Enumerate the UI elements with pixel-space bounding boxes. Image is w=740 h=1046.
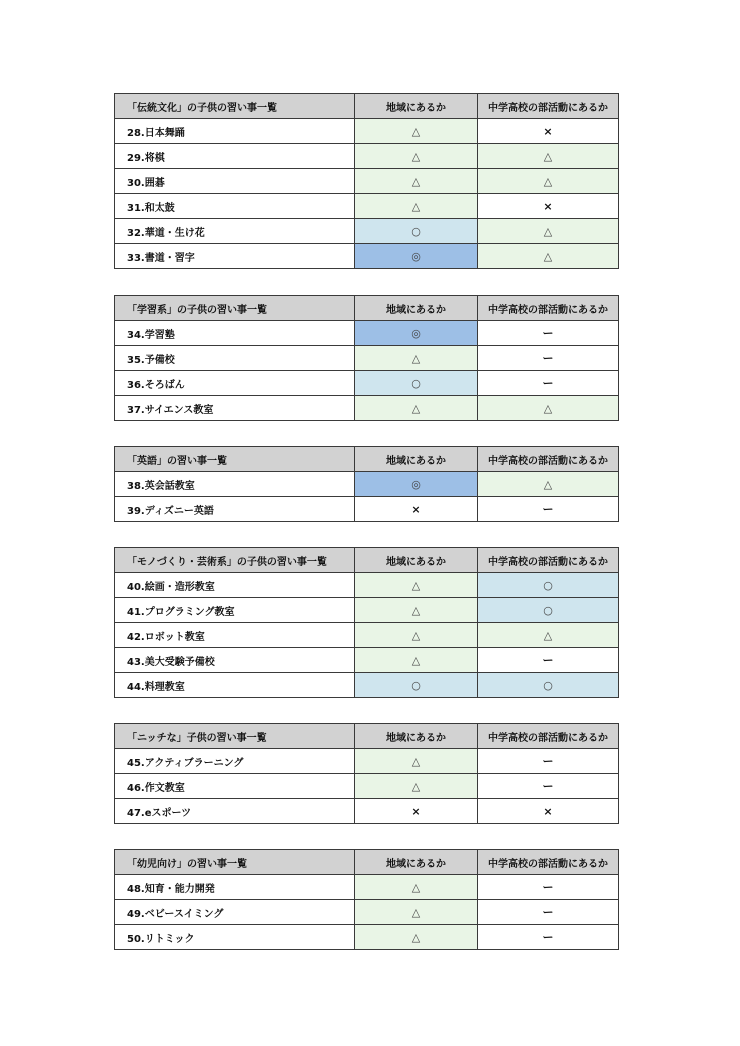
lesson-name: 30.囲碁 <box>115 169 355 194</box>
table-row <box>115 371 619 396</box>
lesson-name: 45.アクティブラーニング <box>115 749 355 774</box>
triangle-mark: △ <box>411 401 421 415</box>
local-availability-cell <box>355 169 478 194</box>
dash-mark: ー <box>542 654 554 667</box>
column-header-club: 中学高校の部活動にあるか <box>478 296 619 321</box>
table-row <box>115 623 619 648</box>
circle-mark: ○ <box>543 578 553 592</box>
lesson-name: 34.学習塾 <box>115 321 355 346</box>
triangle-mark: △ <box>411 628 421 642</box>
local-availability-cell <box>355 346 478 371</box>
lesson-table <box>114 93 619 269</box>
club-availability-cell <box>478 925 619 950</box>
club-availability-cell <box>478 244 619 269</box>
club-availability-cell <box>478 472 619 497</box>
dash-mark: ー <box>542 352 554 365</box>
triangle-mark: △ <box>411 779 421 793</box>
table-row <box>115 774 619 799</box>
local-availability-cell <box>355 219 478 244</box>
double-circle-mark: ◎ <box>411 477 421 491</box>
lesson-name: 32.華道・生け花 <box>115 219 355 244</box>
column-header-club: 中学高校の部活動にあるか <box>478 94 619 119</box>
lesson-name: 36.そろばん <box>115 371 355 396</box>
club-availability-cell <box>478 194 619 219</box>
local-availability-cell <box>355 371 478 396</box>
lesson-table <box>114 547 619 698</box>
club-availability-cell <box>478 623 619 648</box>
column-header-local: 地域にあるか <box>355 94 478 119</box>
triangle-mark: △ <box>543 224 553 238</box>
club-availability-cell <box>478 346 619 371</box>
circle-mark: ○ <box>543 603 553 617</box>
club-availability-cell <box>478 875 619 900</box>
club-availability-cell <box>478 673 619 698</box>
club-availability-cell <box>478 648 619 673</box>
local-availability-cell <box>355 321 478 346</box>
local-availability-cell <box>355 925 478 950</box>
local-availability-cell <box>355 573 478 598</box>
column-header-local: 地域にあるか <box>355 447 478 472</box>
circle-mark: ○ <box>543 678 553 692</box>
cross-mark: × <box>411 502 421 516</box>
triangle-mark: △ <box>411 149 421 163</box>
column-header-local: 地域にあるか <box>355 548 478 573</box>
triangle-mark: △ <box>411 174 421 188</box>
lesson-name: 40.絵画・造形教室 <box>115 573 355 598</box>
dash-mark: ー <box>542 780 554 793</box>
table-row <box>115 673 619 698</box>
lesson-table <box>114 446 619 522</box>
club-availability-cell <box>478 598 619 623</box>
table-row <box>115 144 619 169</box>
cross-mark: × <box>411 804 421 818</box>
lesson-name: 39.ディズニー英語 <box>115 497 355 522</box>
table-row <box>115 749 619 774</box>
table-row <box>115 346 619 371</box>
lesson-name: 42.ロボット教室 <box>115 623 355 648</box>
double-circle-mark: ◎ <box>411 249 421 263</box>
club-availability-cell <box>478 321 619 346</box>
table-row <box>115 219 619 244</box>
lesson-name: 33.書道・習字 <box>115 244 355 269</box>
local-availability-cell <box>355 119 478 144</box>
lesson-name: 48.知育・能力開発 <box>115 875 355 900</box>
local-availability-cell <box>355 673 478 698</box>
double-circle-mark: ◎ <box>411 326 421 340</box>
triangle-mark: △ <box>543 628 553 642</box>
lesson-name: 31.和太鼓 <box>115 194 355 219</box>
table-row <box>115 573 619 598</box>
lesson-table <box>114 849 619 950</box>
column-header-club: 中学高校の部活動にあるか <box>478 447 619 472</box>
club-availability-cell <box>478 119 619 144</box>
local-availability-cell <box>355 623 478 648</box>
table-header-row <box>115 724 619 749</box>
triangle-mark: △ <box>411 351 421 365</box>
circle-mark: ○ <box>411 678 421 692</box>
local-availability-cell <box>355 472 478 497</box>
lesson-name: 44.料理教室 <box>115 673 355 698</box>
table-title: 「ニッチな」子供の習い事一覧 <box>115 724 355 749</box>
table-row <box>115 396 619 421</box>
circle-mark: ○ <box>411 224 421 238</box>
table-header-row <box>115 548 619 573</box>
table-row <box>115 169 619 194</box>
column-header-club: 中学高校の部活動にあるか <box>478 850 619 875</box>
club-availability-cell <box>478 749 619 774</box>
lesson-name: 43.美大受験予備校 <box>115 648 355 673</box>
cross-mark: × <box>543 124 553 138</box>
lesson-name: 28.日本舞踊 <box>115 119 355 144</box>
local-availability-cell <box>355 497 478 522</box>
table-row <box>115 472 619 497</box>
table-row <box>115 321 619 346</box>
cross-mark: × <box>543 199 553 213</box>
dash-mark: ー <box>542 503 554 516</box>
triangle-mark: △ <box>411 653 421 667</box>
lesson-name: 29.将棋 <box>115 144 355 169</box>
column-header-club: 中学高校の部活動にあるか <box>478 548 619 573</box>
lesson-table <box>114 723 619 824</box>
table-row <box>115 194 619 219</box>
local-availability-cell <box>355 774 478 799</box>
lesson-name: 37.サイエンス教室 <box>115 396 355 421</box>
triangle-mark: △ <box>411 754 421 768</box>
lesson-name: 41.プログラミング教室 <box>115 598 355 623</box>
triangle-mark: △ <box>543 477 553 491</box>
club-availability-cell <box>478 219 619 244</box>
triangle-mark: △ <box>411 905 421 919</box>
table-row <box>115 925 619 950</box>
triangle-mark: △ <box>411 199 421 213</box>
dash-mark: ー <box>542 327 554 340</box>
triangle-mark: △ <box>411 603 421 617</box>
local-availability-cell <box>355 900 478 925</box>
local-availability-cell <box>355 749 478 774</box>
club-availability-cell <box>478 497 619 522</box>
local-availability-cell <box>355 875 478 900</box>
club-availability-cell <box>478 774 619 799</box>
table-row <box>115 497 619 522</box>
table-row <box>115 799 619 824</box>
table-header-row <box>115 94 619 119</box>
table-row <box>115 598 619 623</box>
table-header-row <box>115 447 619 472</box>
triangle-mark: △ <box>543 401 553 415</box>
club-availability-cell <box>478 900 619 925</box>
dash-mark: ー <box>542 881 554 894</box>
dash-mark: ー <box>542 931 554 944</box>
local-availability-cell <box>355 598 478 623</box>
triangle-mark: △ <box>411 930 421 944</box>
table-header-row <box>115 850 619 875</box>
circle-mark: ○ <box>411 376 421 390</box>
local-availability-cell <box>355 144 478 169</box>
column-header-local: 地域にあるか <box>355 850 478 875</box>
table-row <box>115 875 619 900</box>
triangle-mark: △ <box>543 174 553 188</box>
triangle-mark: △ <box>411 578 421 592</box>
local-availability-cell <box>355 194 478 219</box>
local-availability-cell <box>355 648 478 673</box>
dash-mark: ー <box>542 906 554 919</box>
lesson-name: 49.ベビースイミング <box>115 900 355 925</box>
cross-mark: × <box>543 804 553 818</box>
dash-mark: ー <box>542 755 554 768</box>
lesson-name: 50.リトミック <box>115 925 355 950</box>
lesson-name: 38.英会話教室 <box>115 472 355 497</box>
table-title: 「幼児向け」の習い事一覧 <box>115 850 355 875</box>
local-availability-cell <box>355 244 478 269</box>
table-row <box>115 900 619 925</box>
table-title: 「伝統文化」の子供の習い事一覧 <box>115 94 355 119</box>
local-availability-cell <box>355 799 478 824</box>
club-availability-cell <box>478 169 619 194</box>
lesson-name: 35.予備校 <box>115 346 355 371</box>
table-title: 「モノづくり・芸術系」の子供の習い事一覧 <box>115 548 355 573</box>
table-row <box>115 648 619 673</box>
lesson-name: 47.eスポーツ <box>115 799 355 824</box>
triangle-mark: △ <box>411 880 421 894</box>
triangle-mark: △ <box>543 249 553 263</box>
triangle-mark: △ <box>543 149 553 163</box>
local-availability-cell <box>355 396 478 421</box>
club-availability-cell <box>478 799 619 824</box>
column-header-local: 地域にあるか <box>355 724 478 749</box>
column-header-local: 地域にあるか <box>355 296 478 321</box>
dash-mark: ー <box>542 377 554 390</box>
lesson-name: 46.作文教室 <box>115 774 355 799</box>
club-availability-cell <box>478 396 619 421</box>
club-availability-cell <box>478 573 619 598</box>
table-title: 「英語」の習い事一覧 <box>115 447 355 472</box>
column-header-club: 中学高校の部活動にあるか <box>478 724 619 749</box>
table-row <box>115 119 619 144</box>
club-availability-cell <box>478 371 619 396</box>
club-availability-cell <box>478 144 619 169</box>
lesson-table <box>114 295 619 421</box>
table-header-row <box>115 296 619 321</box>
table-title: 「学習系」の子供の習い事一覧 <box>115 296 355 321</box>
triangle-mark: △ <box>411 124 421 138</box>
table-row <box>115 244 619 269</box>
